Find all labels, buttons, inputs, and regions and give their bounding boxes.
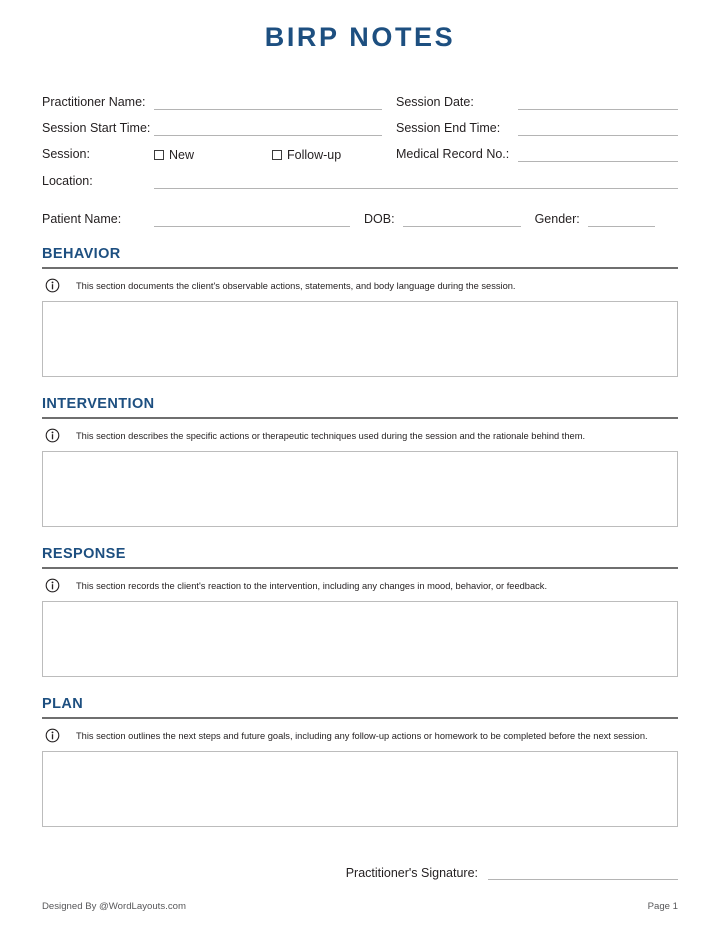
section-behavior-hint-text: This section documents the client's observable actions, statements, and body language during the session.: [76, 280, 516, 291]
info-circle-icon: [45, 278, 60, 293]
info-circle-icon: [45, 428, 60, 443]
practitioner-name-input[interactable]: [154, 96, 382, 110]
practitioner-signature-input[interactable]: [488, 866, 678, 880]
section-plan-hint: [42, 728, 678, 743]
meta-row-location: [42, 162, 678, 189]
session-type-label: Session:: [42, 147, 90, 161]
session-start-time-label: Session Start Time:: [42, 121, 151, 135]
patient-name-label: Patient Name:: [42, 212, 122, 226]
section-divider: [42, 417, 678, 419]
section-intervention-title: INTERVENTION: [42, 396, 155, 412]
section-response: [42, 546, 678, 677]
section-response-hint-text: This section records the client's reaction to the intervention, including any changes in mood, behavior, or feedback.: [76, 580, 548, 591]
section-response-title: RESPONSE: [42, 546, 126, 562]
page-title: BIRP NOTES: [264, 22, 456, 52]
section-intervention: [42, 396, 678, 527]
meta-row-session-type-mrn: [42, 136, 678, 162]
plan-textarea[interactable]: [42, 751, 678, 827]
medical-record-no-label: Medical Record No.:: [396, 147, 510, 161]
location-input[interactable]: [154, 175, 678, 189]
gender-input[interactable]: [588, 213, 655, 227]
section-divider: [42, 717, 678, 719]
checkbox-square-icon: [154, 150, 164, 160]
medical-record-no-input[interactable]: [518, 148, 678, 162]
section-plan: [42, 696, 678, 827]
meta-row-practitioner-date: [42, 84, 678, 110]
section-behavior-hint: [42, 278, 678, 293]
location-label: Location:: [42, 174, 93, 188]
response-textarea[interactable]: [42, 601, 678, 677]
section-intervention-hint: [42, 428, 678, 443]
signature-row: [42, 866, 678, 880]
gender-label: Gender:: [534, 212, 580, 226]
checkbox-session-followup-label: Follow-up: [287, 148, 342, 162]
info-circle-icon: [45, 578, 60, 593]
footer-credit: Designed By @WordLayouts.com: [42, 901, 186, 912]
practitioner-name-label: Practitioner Name:: [42, 95, 146, 109]
session-start-time-input[interactable]: [154, 122, 382, 136]
behavior-textarea[interactable]: [42, 301, 678, 377]
section-intervention-hint-text: This section describes the specific actions or therapeutic techniques used during the session and the rationale behind them.: [76, 430, 586, 441]
dob-label: DOB:: [364, 212, 395, 226]
checkbox-square-icon: [272, 150, 282, 160]
practitioner-signature-label: Practitioner's Signature:: [345, 866, 478, 880]
meta-row-patient: [42, 197, 678, 227]
session-end-time-label: Session End Time:: [396, 121, 501, 135]
intervention-textarea[interactable]: [42, 451, 678, 527]
checkbox-session-followup[interactable]: [272, 148, 341, 162]
section-plan-title: PLAN: [42, 696, 84, 712]
section-behavior: [42, 246, 678, 377]
dob-input[interactable]: [403, 213, 521, 227]
page-footer: [42, 901, 678, 912]
section-response-hint: [42, 578, 678, 593]
footer-page-number: Page 1: [647, 901, 678, 912]
section-divider: [42, 567, 678, 569]
patient-name-input[interactable]: [154, 213, 350, 227]
session-date-label: Session Date:: [396, 95, 474, 109]
section-divider: [42, 267, 678, 269]
patient-session-meta: [42, 84, 678, 227]
checkbox-session-new-label: New: [169, 148, 195, 162]
checkbox-session-new[interactable]: [154, 148, 272, 162]
session-date-input[interactable]: [518, 96, 678, 110]
info-circle-icon: [45, 728, 60, 743]
section-behavior-title: BEHAVIOR: [42, 246, 121, 262]
session-end-time-input[interactable]: [518, 122, 678, 136]
section-plan-hint-text: This section outlines the next steps and future goals, including any follow-up actions or homework to be completed before the next session.: [76, 730, 648, 741]
meta-row-start-end-time: [42, 110, 678, 136]
